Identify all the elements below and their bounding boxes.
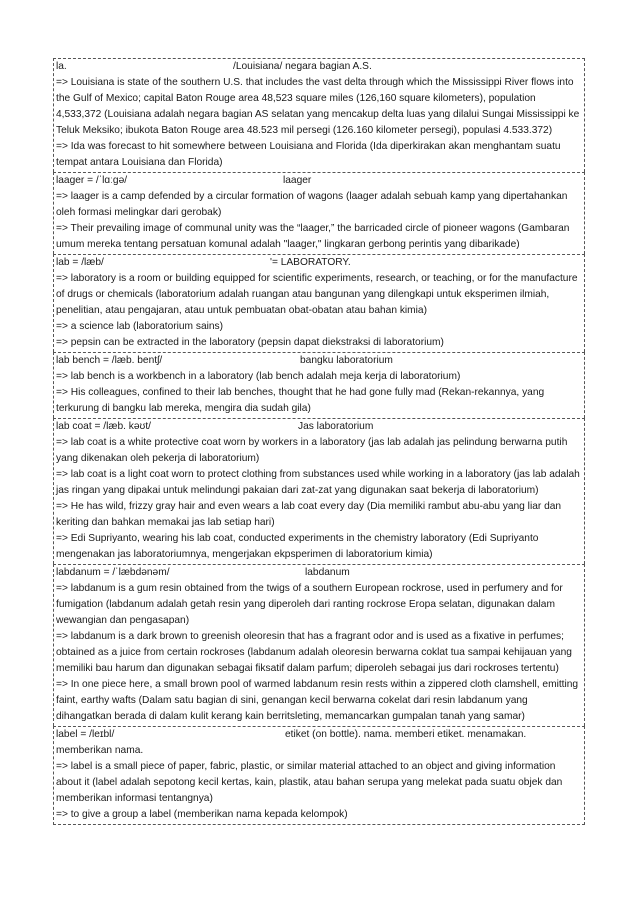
definition-line: => label is a small piece of paper, fabric, plastic, or similar material attached to an object and giving information about it (label adalah sepotong kecil kertas, kain, plastik, atau bahan serupa yang melekat pada suatu objek dan memberikan informasi tentangnya) [56,761,563,804]
definition-line: => He has wild, frizzy gray hair and even wears a lab coat every day (Dia memiliki rambut abu-abu yang liar dan keriting dan bahkan memakai jas lab setiap hari) [56,501,562,528]
headword: labdanum = /ˈlæbdənəm/ [56,567,170,578]
definition-line: => Ida was forecast to hit somewhere between Louisiana and Florida (Ida diperkirakan akan menghantam suatu tempat antara Louisiana dan Florida) [56,141,561,168]
definition-line: => laager is a camp defended by a circular formation of wagons (laager adalah sebuah kamp yang dipertahankan oleh formasi melingkar dari gerobak) [56,191,568,218]
translation: /Louisiana/ negara bagian A.S. [233,61,372,72]
translation: '= LABORATORY. [270,257,351,268]
entry-header [56,59,582,75]
definition-line: => In one piece here, a small brown pool of warmed labdanum resin rests within a zippered cloth clamshell, emitting faint, earthy wafts (Dalam satu bagian di sini, genangan kecil berwarna cokelat dari resin labdanum yang dihangatkan berada di dalam kulit kerang kain berritsleting, memancarkan gumpalan tanah yang samar) [56,679,579,722]
translation: labdanum [305,567,350,578]
headword: lab coat = /læb. kəʊt/ [56,421,151,432]
definition-line: => Louisiana is state of the southern U.S. that includes the vast delta through which the Mississippi River flows into the Gulf of Mexico; capital Baton Rouge area 48,523 square miles (126,160 square kilometers), population 4,533,372 (Louisiana adalah negara bagian AS selatan yang mencakup delta luas yang dilalui Sungai Mississippi ke Teluk Meksiko; ibukota Baton Rouge area 48.523 mil persegi (126.160 kilometer persegi), populasi 4.533.372) [56,77,580,136]
entry-lab-bench [53,352,585,418]
entry-laager [53,172,585,254]
entry-header [56,255,582,271]
headword: lab bench = /læb. bentʃ/ [56,355,163,366]
entry-header [56,353,582,369]
definition-line: => pepsin can be extracted in the laboratory (pepsin dapat diekstraksi di laboratorium) [56,337,444,348]
headword: label = /leɪbl/ [56,729,115,740]
definition-line: => labdanum is a gum resin obtained from the twigs of a southern European rockrose, used in perfumery and for fumigation (labdanum adalah getah resin yang diperoleh dari ranting rockrose Eropa selatan, digunakan dalam wewangian dan pengasapan) [56,583,563,626]
entry-labdanum [53,564,585,726]
entry-lab [53,254,585,352]
entry-la [53,58,585,172]
definition-line: => lab coat is a light coat worn to protect clothing from substances used while working in a laboratory (jas lab adalah jas ringan yang dipakai untuk melindungi pakaian dari zat-zat yang digunakan saat bekerja di laboratorium) [56,469,580,496]
definition-line: => labdanum is a dark brown to greenish oleoresin that has a fragrant odor and is used as a fixative in perfumes; obtained as a juice from certain rockroses (labdanum adalah oleoresin berwarna coklat tua sampai kehijauan yang memiliki bau harum dan digunakan sebagai fiksatif dalam parfum; diperoleh sebagai jus dari rockroses tertentu) [56,631,572,674]
definition-line: => a science lab (laboratorium sains) [56,321,224,332]
definition-line: => laboratory is a room or building equipped for scientific experiments, research, or teaching, or for the manufacture of drugs or chemicals (laboratorium adalah ruangan atau bangunan yang dilengkapi untuk eksperimen ilmiah, penelitian, atau pengajaran, atau untuk pembuatan obat-obatan atau bahan kimia) [56,273,578,316]
headword: la. [56,61,67,72]
translation: etiket (on bottle). nama. memberi etiket. menamakan. [285,729,527,740]
translation: Jas laboratorium [298,421,374,432]
translation: bangku laboratorium [300,355,393,366]
entry-header [56,727,582,743]
definition-line: => lab bench is a workbench in a laboratory (lab bench adalah meja kerja di laboratorium) [56,371,461,382]
definition-line: => Their prevailing image of communal unity was the “laager,” the barricaded circle of pioneer wagons (Gambaran umum mereka tentang persatuan komunal adalah "laager," lingkaran gerbong perintis yang dibarikade) [56,223,570,250]
definition-line: => to give a group a label (memberikan nama kepada kelompok) [56,809,348,820]
dictionary-page [53,58,585,825]
entry-lab-coat [53,418,585,564]
translation: laager [283,175,312,186]
entry-header [56,419,582,435]
entry-header [56,565,582,581]
headword: laager = /ˈlɑːɡə/ [56,175,128,186]
headword: lab = /læb/ [56,257,104,268]
entry-label [53,726,585,825]
definition-line: memberikan nama. [56,745,144,756]
definition-line: => His colleagues, confined to their lab benches, thought that he had gone fully mad (Rekan-rekannya, yang terkurung di bangku lab mereka, mengira dia sudah gila) [56,387,545,414]
definition-line: => lab coat is a white protective coat worn by workers in a laboratory (jas lab adalah jas pelindung berwarna putih yang dikenakan oleh pekerja di laboratorium) [56,437,568,464]
entry-header [56,173,582,189]
definition-line: => Edi Supriyanto, wearing his lab coat, conducted experiments in the chemistry laboratory (Edi Supriyanto mengenakan jas laboratoriumnya, mengerjakan ekpsperimen di laboratorium kimia) [56,533,539,560]
